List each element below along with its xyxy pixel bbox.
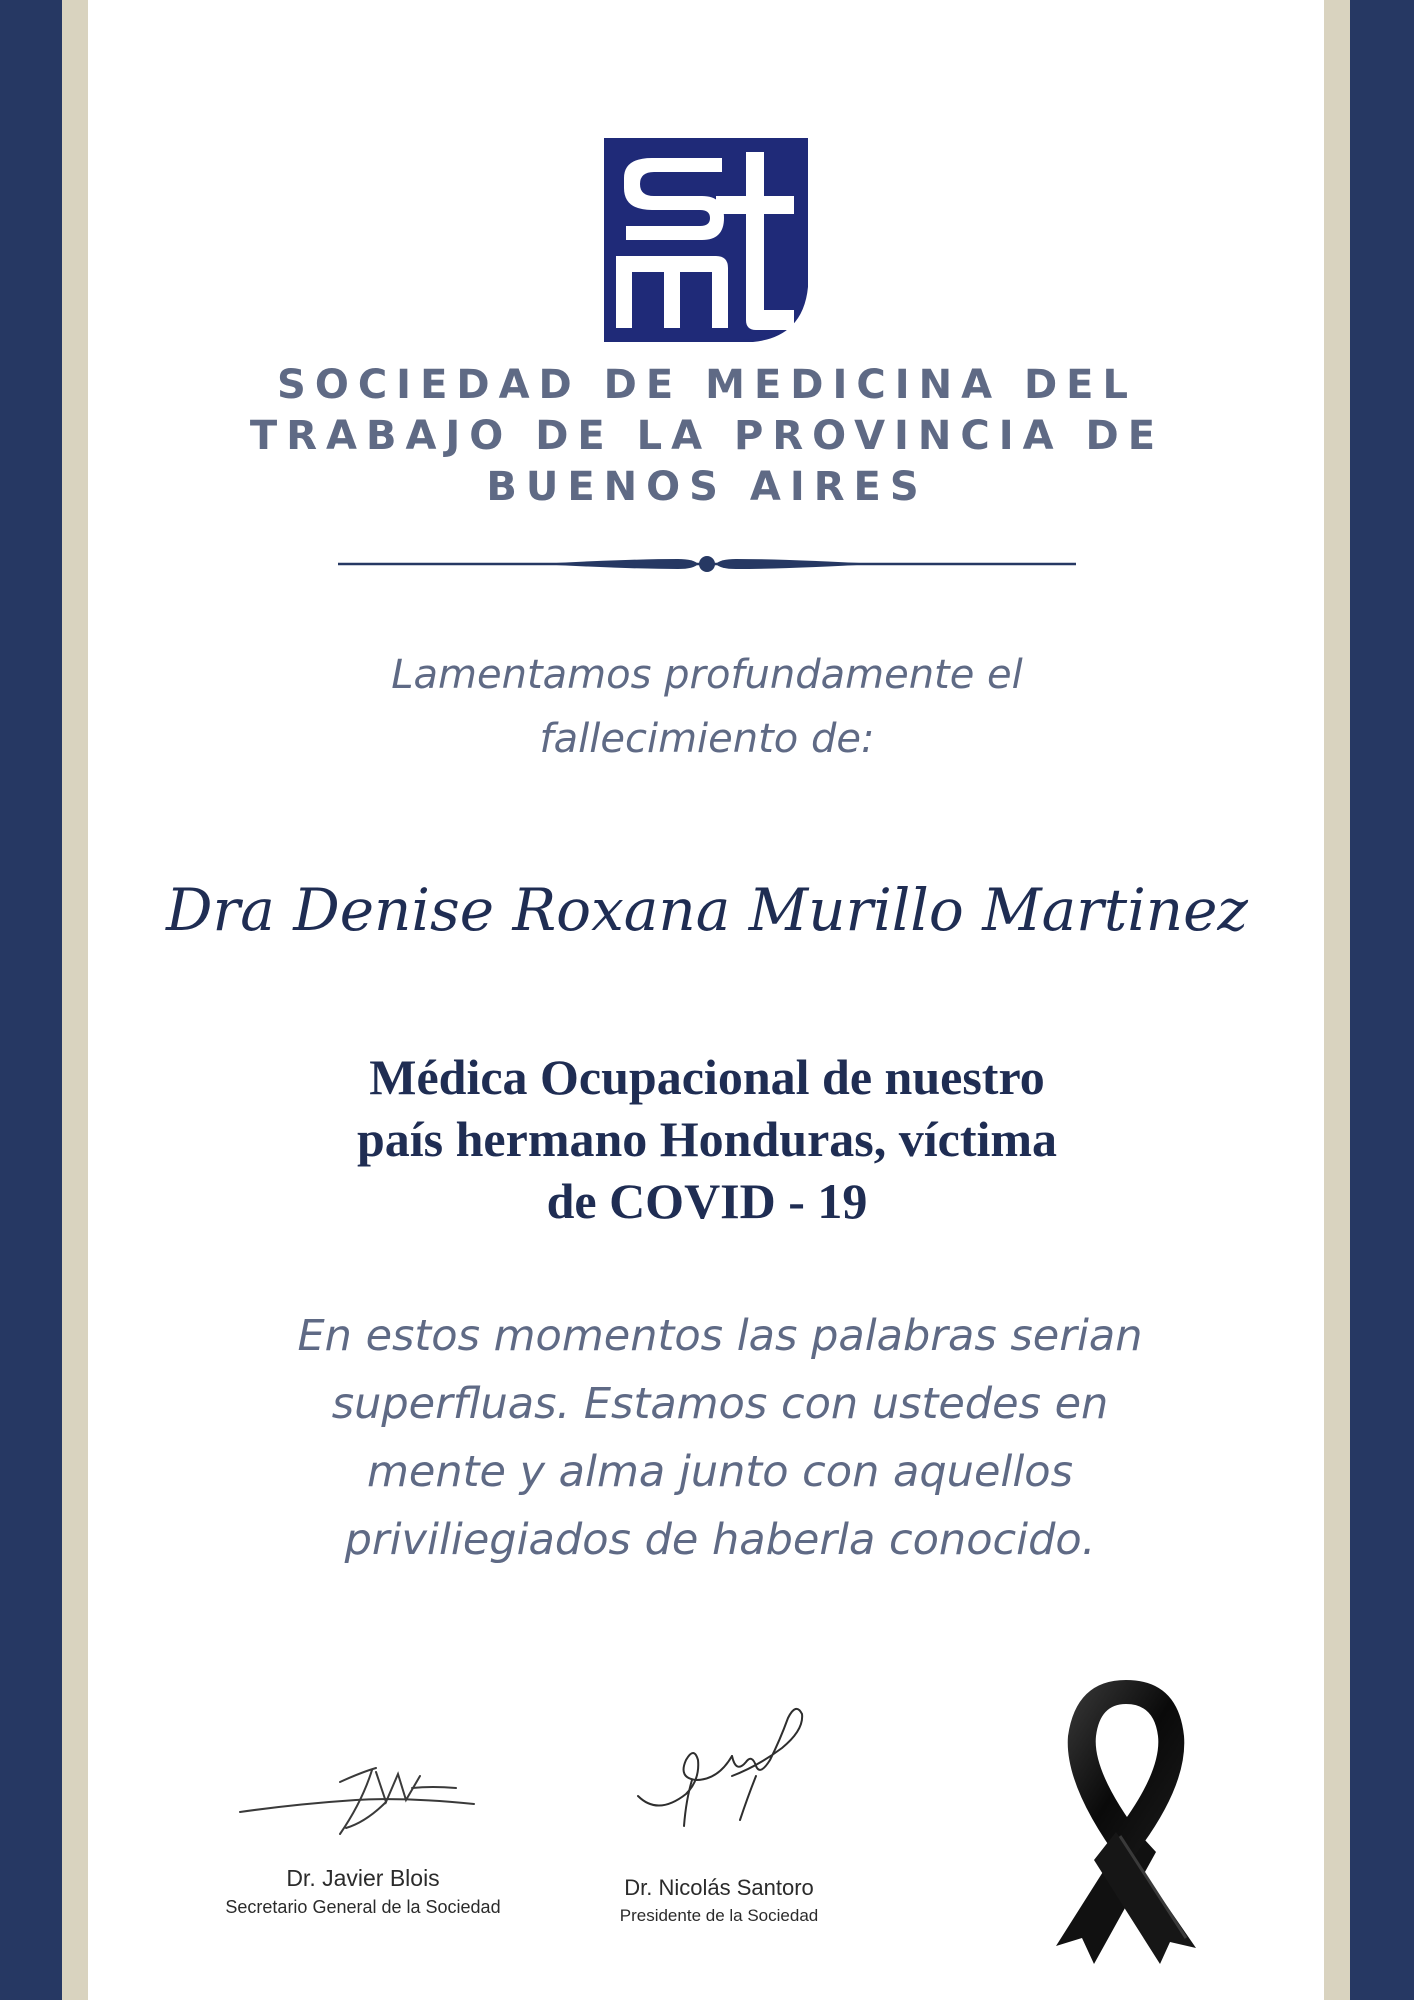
border-beige-left	[62, 0, 88, 2000]
organization-name-line: SOCIEDAD DE MEDICINA DEL	[277, 362, 1137, 408]
deceased-name: Dra Denise Roxana Murillo Martinez	[165, 876, 1248, 944]
message-line: mente y alma junto con aquellos	[366, 1447, 1073, 1497]
black-ribbon-icon	[1036, 1676, 1214, 1964]
signatory-role: Presidente de la Sociedad	[619, 1906, 819, 1925]
organization-name	[200, 360, 1214, 513]
ornamental-divider-icon	[338, 548, 1076, 580]
intro-line: Lamentamos profundamente el	[391, 652, 1023, 698]
signatory-name: Dr. Nicolás Santoro	[624, 1875, 814, 1900]
border-beige-right	[1324, 0, 1350, 2000]
border-navy-left	[0, 0, 62, 2000]
signatory-role: Secretario General de la Sociedad	[225, 1897, 501, 1917]
description-line: país hermano Honduras, víctima	[356, 1111, 1058, 1167]
description-line: Médica Ocupacional de nuestro	[369, 1049, 1045, 1105]
description-line: de COVID - 19	[546, 1173, 868, 1229]
signature-santoro-icon	[628, 1696, 808, 1836]
message-line: priviliegiados de haberla conocido.	[344, 1515, 1096, 1565]
message-line: superfluas. Estamos con ustedes en	[331, 1379, 1109, 1429]
intro-line: fallecimiento de:	[539, 716, 875, 762]
organization-name-line: BUENOS AIRES	[486, 464, 928, 510]
intro-text	[300, 643, 1114, 771]
smt-logo-icon	[604, 138, 808, 342]
signature-blois-icon	[236, 1742, 482, 1852]
deceased-description	[230, 1046, 1184, 1232]
organization-name-line: TRABAJO DE LA PROVINCIA DE	[249, 413, 1165, 459]
message-line: En estos momentos las palabras serian	[297, 1311, 1143, 1361]
signatory-name: Dr. Javier Blois	[286, 1865, 440, 1891]
border-navy-right	[1350, 0, 1414, 2000]
condolence-message	[210, 1302, 1230, 1574]
